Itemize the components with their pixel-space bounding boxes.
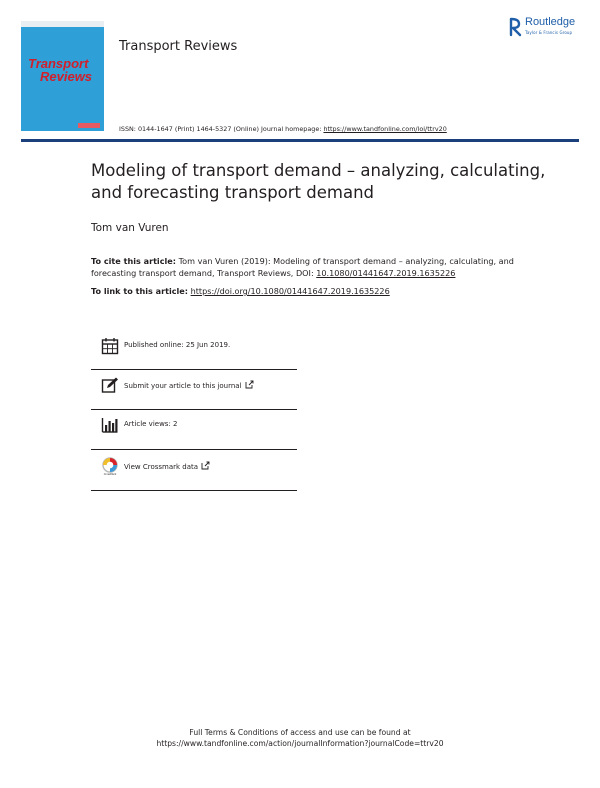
doi-link[interactable]: 10.1080/01441647.2019.1635226 [316,267,456,278]
footer-terms-text: Full Terms & Conditions of access and use can be found at [189,728,411,737]
submit-article-link[interactable] [124,380,254,390]
issn-text: ISSN: 0144-1647 (Print) 1464-5327 (Online) Journal homepage: [119,125,324,133]
header-divider [21,139,579,142]
divider [91,490,297,491]
article-author: Tom van Vuren [91,222,169,234]
external-link-icon [201,461,210,470]
citation-label: To cite this article: [91,256,177,266]
link-label: To link to this article: [91,286,189,296]
divider [91,409,297,410]
publisher-tagline: Taylor & Francis Group [525,30,573,35]
citation-text: Tom van Vuren (2019): Modeling of transport demand – analyzing, calculating, and forecasting transport demand, Transport Reviews, DOI: [91,256,514,278]
calendar-icon [101,337,119,355]
edit-icon [101,376,119,394]
crossmark-text: View Crossmark data [124,463,199,471]
published-online-text: Published online: 25 Jun 2019. [124,341,231,349]
bar-chart-icon [101,416,119,434]
article-views-text: Article views: 2 [124,420,178,428]
issn-line [119,125,447,133]
cover-top-band [21,21,104,27]
footer-journal-info-link[interactable]: https://www.tandfonline.com/action/journalInformation?journalCode=ttrv20 [156,739,444,748]
citation-block [91,256,521,279]
journal-name: Transport Reviews [119,39,238,54]
svg-text:CrossMark: CrossMark [103,472,117,475]
publisher-logo [509,16,589,40]
submit-article-text: Submit your article to this journal [124,382,242,390]
cover-title-line2: Reviews [40,69,93,84]
cover-title-line1: Transport [28,56,89,71]
cover-title [28,57,102,83]
crossmark-link[interactable] [124,461,210,471]
cover-publisher-badge [78,123,100,128]
external-link-icon [245,380,254,389]
journal-cover-image [21,21,104,131]
divider [91,449,297,450]
publisher-name: Routledge [525,16,576,28]
article-title: Modeling of transport demand – analyzing, calculating, and forecasting transport demand [91,161,546,202]
footer [0,727,600,749]
article-doi-url-link[interactable]: https://doi.org/10.1080/01441647.2019.1635226 [190,286,390,296]
article-link-line [91,286,390,296]
divider [91,369,297,370]
crossmark-icon [101,457,119,475]
journal-homepage-link[interactable]: https://www.tandfonline.com/loi/ttrv20 [323,125,447,133]
routledge-logo-icon [509,17,522,37]
